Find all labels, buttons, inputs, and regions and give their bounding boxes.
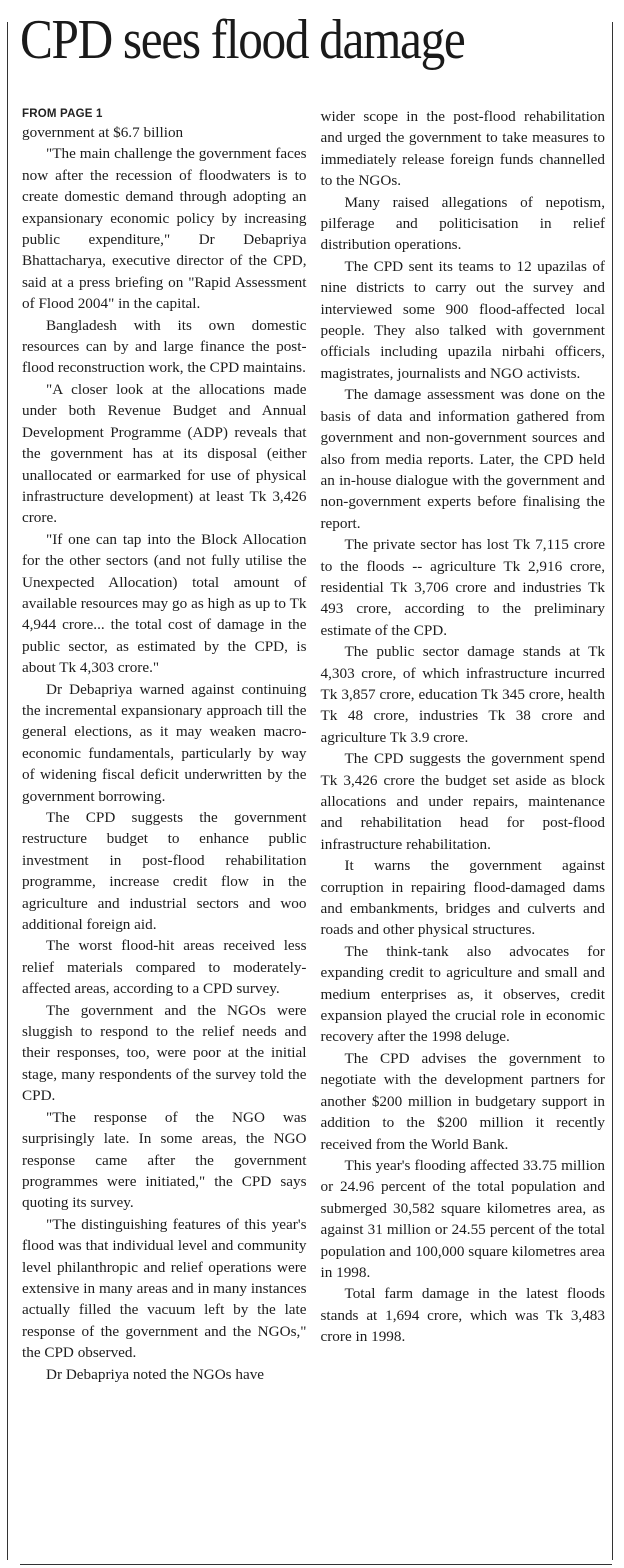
paragraph: The CPD advises the government to negotiate with the development partners for another $200 million in budgetary support in addition to the $200 million it recently received from the World Bank. (320, 1049, 605, 1153)
column-right (321, 106, 606, 1385)
paragraph: Total farm damage in the latest floods stands at 1,694 crore, which was Tk 3,483 crore in 1998. (320, 1285, 605, 1346)
paragraph: Bangladesh with its own domestic resources can by and large finance the post-flood reconstruction work, the CPD maintains. (22, 316, 307, 377)
paragraph: Many raised allegations of nepotism, pilferage and politicisation in relief distribution operations. (320, 193, 605, 254)
paragraph: "The distinguishing features of this year's flood was that individual level and community level philanthropic and relief operations were extensive in many areas and in many instances actually filled the vacuum left by the late response of the government and the NGOs," the CPD observed. (22, 1215, 307, 1362)
column-left (22, 106, 307, 1385)
paragraph: This year's flooding affected 33.75 million or 24.96 percent of the total population and submerged 30,582 square kilometres area, as against 31 million or 24.55 percent of the total population and 100,000 square kilometres area in 1998. (320, 1156, 605, 1281)
article-body (22, 106, 605, 1385)
paragraph: "If one can tap into the Block Allocation for the other sectors (and not fully utilise the Unexpected Allocation) total amount of available resources may go as high as up to Tk 4,944 crore... the total cost of damage in the public sector, as estimated by the CPD, is about Tk 4,303 crore." (22, 530, 307, 677)
paragraph: The damage assessment was done on the basis of data and information gathered from government and non-government sources and also from media reports. Later, the CPD held an in-house dialogue with the government and non-government experts before finalising the report. (320, 386, 605, 532)
paragraph: It warns the government against corruption in repairing flood-damaged dams and embankments, bridges and culverts and roads and other physical structures. (320, 857, 605, 939)
paragraph: The CPD sent its teams to 12 upazilas of nine districts to carry out the survey and interviewed some 900 flood-affected local people. They also talked with government officials including upazila nirbahi officers, magistrates, journalists and NGO activists. (320, 257, 605, 382)
paragraph: The government and the NGOs were sluggish to respond to the relief needs and their responses, too, were poor at the initial stage, many respondents of the survey told the CPD. (22, 1001, 307, 1105)
continuation-kicker: FROM PAGE 1 (22, 108, 103, 120)
paragraph: The CPD suggests the government spend Tk 3,426 crore the budget set aside as block allocations and under repairs, maintenance and rehabilitation head for post-flood infrastructure rehabilitation. (320, 750, 605, 853)
paragraph: The worst flood-hit areas received less relief materials compared to moderately-affected areas, according to a CPD survey. (22, 937, 307, 998)
paragraph: "The response of the NGO was surprisingly late. In some areas, the NGO response came after the government programmes were initiated," the CPD says quoting its survey. (22, 1108, 307, 1212)
paragraph: The public sector damage stands at Tk 4,303 crore, of which infrastructure incurred Tk 3,857 crore, education Tk 345 crore, health Tk 48 crore, industries Tk 38 crore and agriculture Tk 3.9 crore. (320, 643, 605, 746)
headline: CPD sees flood damage (20, 9, 465, 71)
paragraph: The think-tank also advocates for expanding credit to agriculture and small and medium enterprises as, it observes, credit expansion played the crucial role in economic recovery after the 1998 deluge. (320, 942, 605, 1046)
paragraph: "The main challenge the government faces now after the recession of floodwaters is to create domestic demand through adopting an expansionary economic policy by increasing public expenditure," Dr Debapriya Bhattacharya, executive director of the CPD, said at a press briefing on "Rapid Assessment of Flood 2004" in the capital. (22, 145, 307, 313)
paragraph: The CPD suggests the government restructure budget to enhance public investment in post-flood rehabilitation programme, increase credit flow in the agriculture and industrial sectors and woo additional foreign aid. (22, 809, 307, 934)
paragraph: Dr Debapriya warned against continuing the incremental expansionary approach till the general elections, as it may weaken macro-economic fundamentals, particularly by way of widening fiscal deficit underwritten by the government borrowing. (22, 680, 307, 805)
paragraph: "A closer look at the allocations made under both Revenue Budget and Annual Development Programme (ADP) reveals that the government has at its disposal (either unallocated or earmarked for use of physical infrastructure development) at least Tk 3,426 crore. (22, 380, 307, 527)
paragraph: government at $6.7 billion (22, 124, 184, 141)
paragraph: Dr Debapriya noted the NGOs have (46, 1365, 265, 1383)
paragraph: The private sector has lost Tk 7,115 crore to the floods -- agriculture Tk 2,916 crore, residential Tk 3,706 crore and industries Tk 493 crore, according to the preliminary estimate of the CPD. (320, 536, 605, 639)
paragraph: wider scope in the post-flood rehabilitation and urged the government to take measures to immediately release foreign funds channelled to the NGOs. (320, 108, 605, 190)
bottom-rule (20, 1564, 612, 1565)
